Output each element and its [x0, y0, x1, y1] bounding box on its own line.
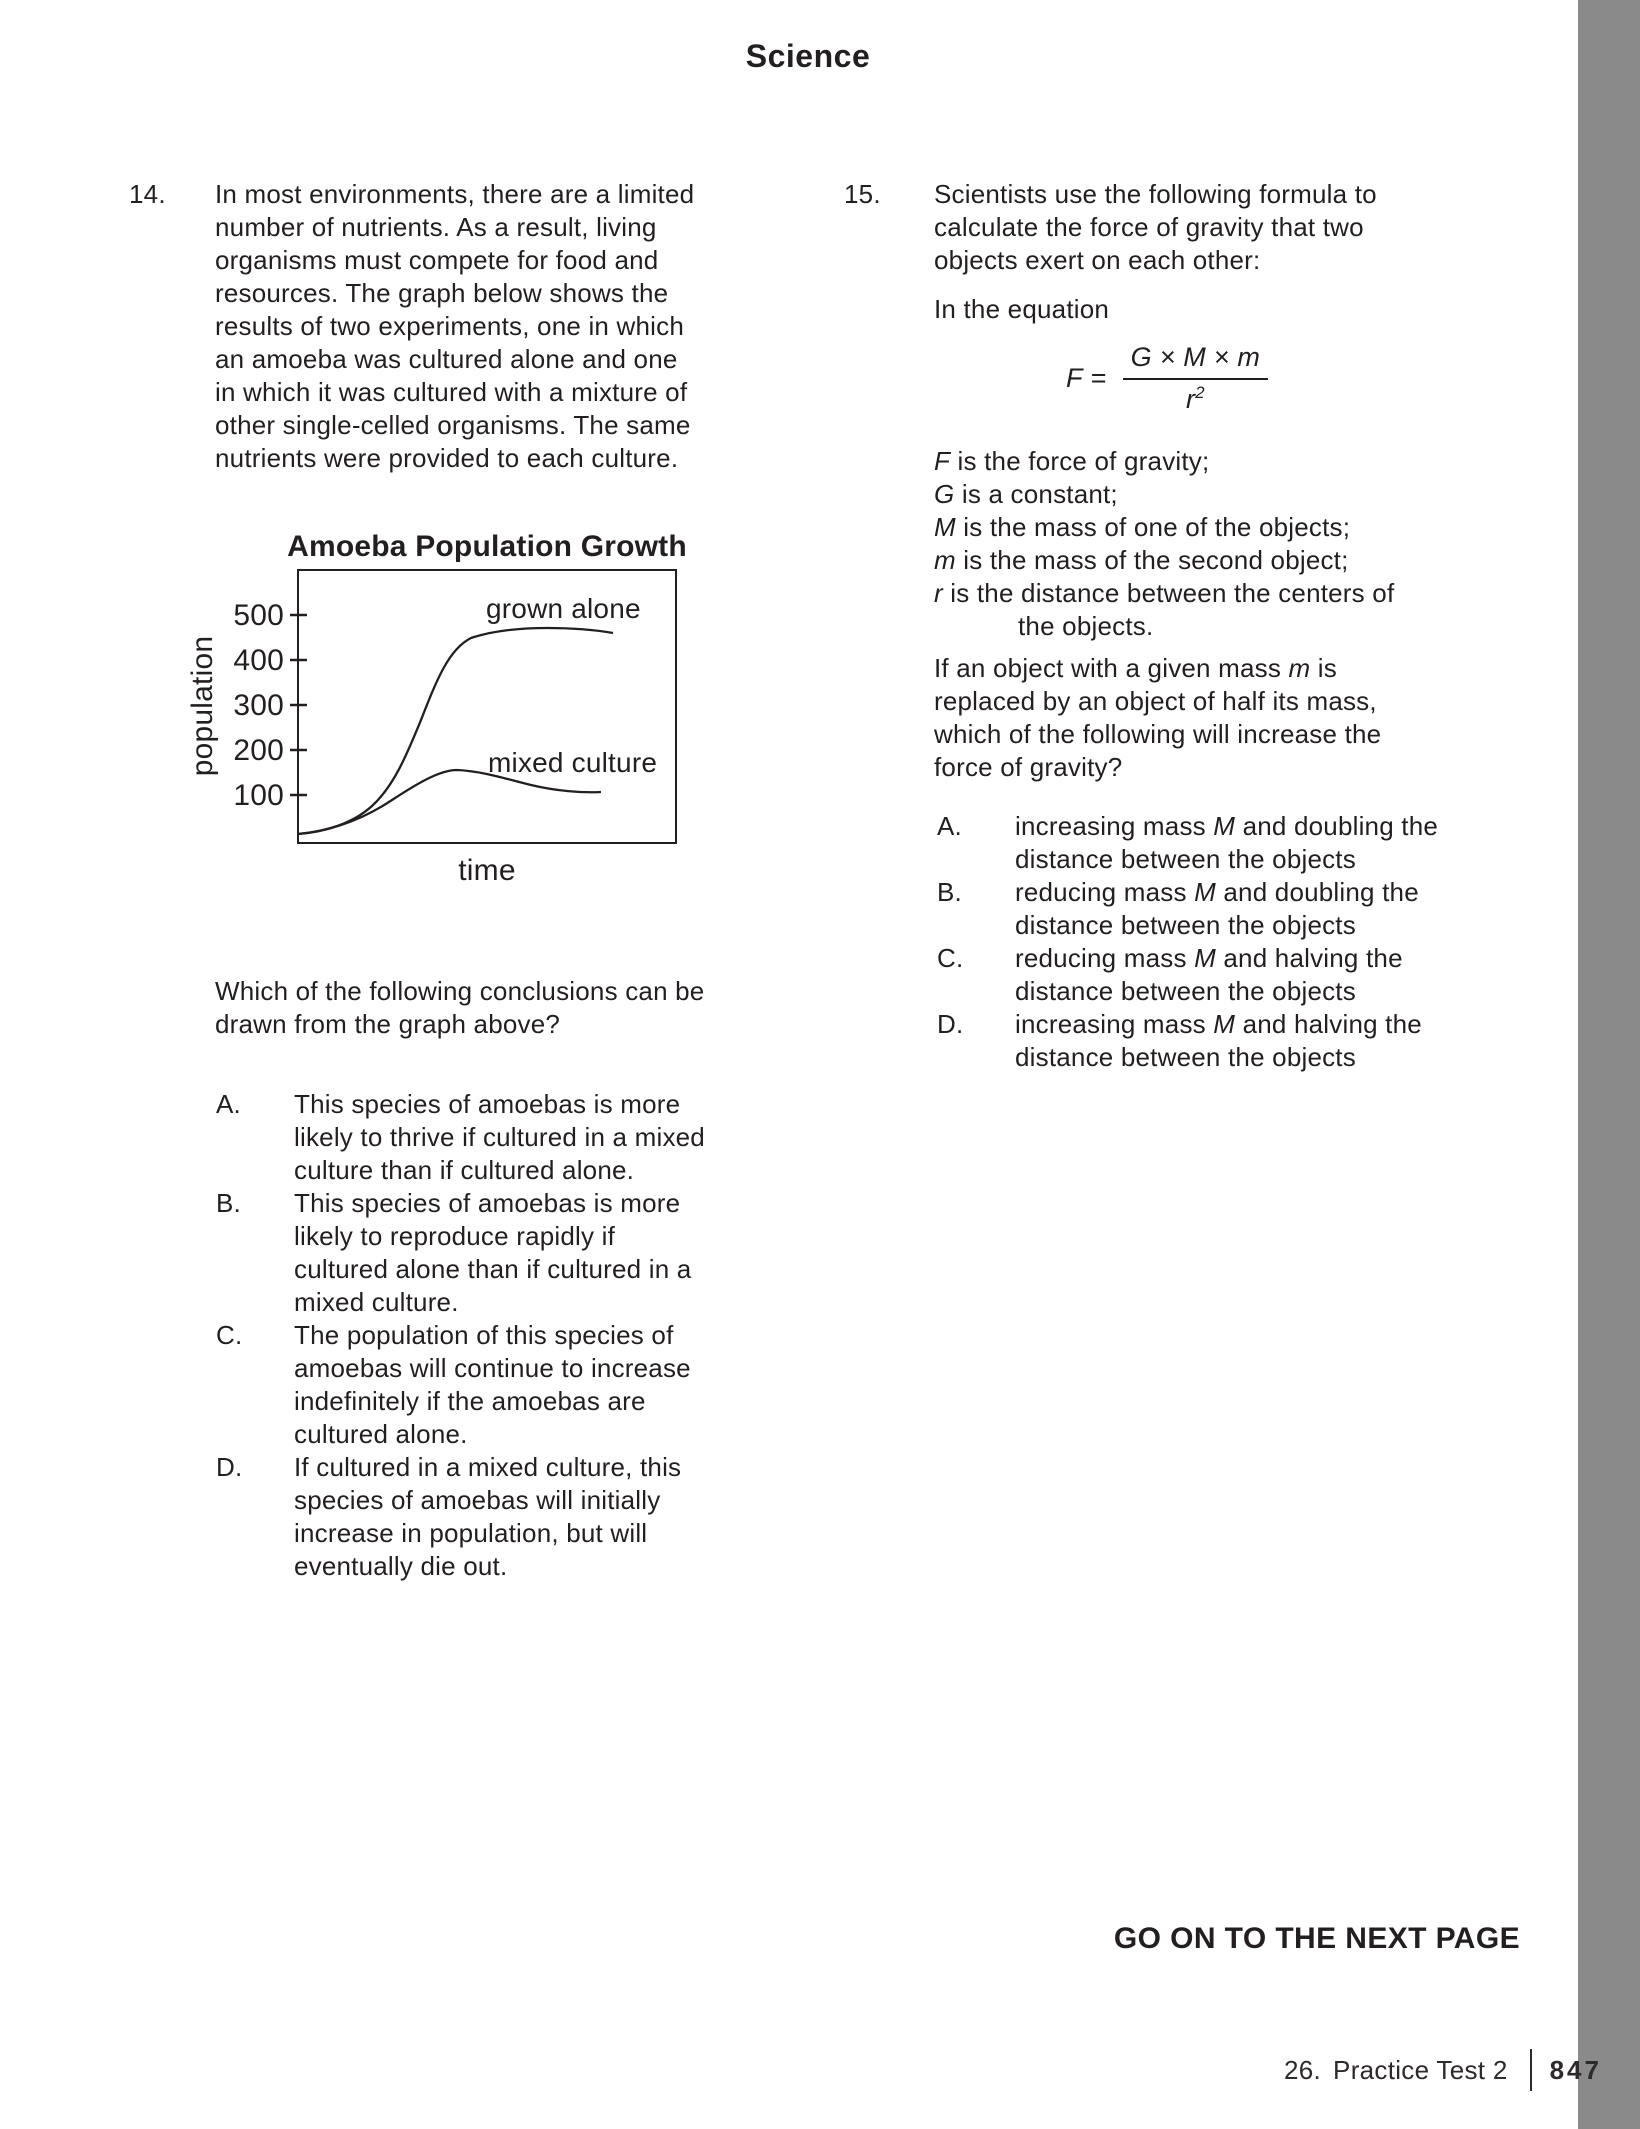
question-15-number: 15.	[844, 179, 881, 209]
footer-divider	[1530, 2049, 1532, 2091]
formula-denominator: $r^2$	[1185, 383, 1205, 414]
q15-option-d-label: D.	[937, 1009, 964, 1039]
y-tick-100: 100	[233, 779, 284, 812]
variable-definitions	[934, 445, 1514, 643]
q14-option-c-label: C.	[216, 1320, 243, 1350]
q14-option-a-label: A.	[216, 1089, 241, 1119]
q14-option-b-text: This species of amoebas is more likely to reproduce rapidly if cultured alone than if cultured in a mixed culture.	[294, 1188, 692, 1317]
page-info	[1284, 2049, 1602, 2091]
y-tick-400: 400	[233, 644, 284, 677]
question-15-prompt: Scientists use the following formula to calculate the force of gravity that two objects exert on each other:	[934, 179, 1377, 275]
y-axis-tick-labels	[233, 599, 284, 812]
gravity-formula	[1066, 341, 1268, 416]
q14-option-b	[216, 1187, 816, 1319]
q15-option-b-text: reducing mass M and doubling the distance between the objects	[1015, 877, 1419, 940]
variable-definition-continuation: the objects.	[1018, 611, 1154, 641]
y-tick-200: 200	[233, 734, 284, 767]
curve-label-mixed-culture: mixed culture	[488, 747, 658, 778]
page-number: 847	[1549, 2054, 1602, 2085]
q15-option-d-text: increasing mass M and halving the distance between the objects	[1015, 1009, 1422, 1072]
q15-option-c-label: C.	[937, 943, 964, 973]
chapter-number: 26.	[1284, 2054, 1322, 2085]
amoeba-population-graph	[180, 512, 700, 897]
question-14-options	[216, 1088, 816, 1583]
graph-title: Amoeba Population Growth	[287, 530, 687, 563]
x-axis-label: time	[458, 854, 516, 887]
page-edge-gray-strip	[1578, 0, 1640, 2129]
q14-option-d	[216, 1451, 816, 1583]
variable-definition-lines: F is the force of gravity; G is a constant; M is the mass of one of the objects; m is the mass of the second object; r is the distance between the centers of	[934, 446, 1395, 608]
formula-numerator: G × M × m	[1123, 341, 1268, 380]
question-15-stem: If an object with a given mass m is replaced by an object of half its mass, which of the following will increase the force of gravity?	[934, 653, 1382, 782]
q14-option-d-label: D.	[216, 1452, 243, 1482]
q15-option-c-text: reducing mass M and halving the distance between the objects	[1015, 943, 1403, 1006]
q14-option-b-label: B.	[216, 1188, 241, 1218]
formula-fraction	[1123, 341, 1268, 416]
y-tick-300: 300	[233, 689, 284, 722]
question-14-number: 14.	[129, 179, 166, 209]
q14-option-a-text: This species of amoebas is more likely to thrive if cultured in a mixed culture than if cultured alone.	[294, 1089, 705, 1185]
q15-option-d	[937, 1008, 1477, 1074]
q14-option-c-text: The population of this species of amoebas will continue to increase indefinitely if the amoebas are cultured alone.	[294, 1320, 691, 1449]
question-15-options	[937, 810, 1477, 1074]
q15-option-a-label: A.	[937, 811, 962, 841]
q15-option-b	[937, 876, 1477, 942]
curve-grown-alone	[298, 628, 613, 834]
curve-mixed-culture	[298, 770, 601, 834]
y-axis-label: population	[186, 635, 219, 777]
q15-option-a-text: increasing mass M and doubling the distance between the objects	[1015, 811, 1439, 874]
go-on-instruction: GO ON TO THE NEXT PAGE	[1113, 1922, 1520, 1955]
q15-option-a	[937, 810, 1477, 876]
book-section: Practice Test 2	[1333, 2054, 1508, 2085]
q15-option-b-label: B.	[937, 877, 962, 907]
question-14-prompt: In most environments, there are a limited number of nutrients. As a result, living organisms must compete for food and resources. The graph below shows the results of two experiments, one in which an amoeba was cultured alone and one in which it was cultured with a mixture of other single-celled organisms. The same nutrients were provided to each culture.	[215, 179, 695, 473]
formula-lhs: F =	[1066, 363, 1107, 393]
q15-option-c	[937, 942, 1477, 1008]
q14-option-c	[216, 1319, 816, 1451]
equation-intro: In the equation	[934, 294, 1110, 324]
q14-option-d-text: If cultured in a mixed culture, this species of amoebas will initially increase in population, but will eventually die out.	[294, 1452, 682, 1581]
curve-label-grown-alone: grown alone	[486, 593, 641, 624]
q14-option-a	[216, 1088, 816, 1187]
question-14-stem: Which of the following conclusions can be drawn from the graph above?	[215, 976, 705, 1039]
section-title: Science	[745, 38, 871, 74]
y-tick-500: 500	[233, 599, 284, 632]
